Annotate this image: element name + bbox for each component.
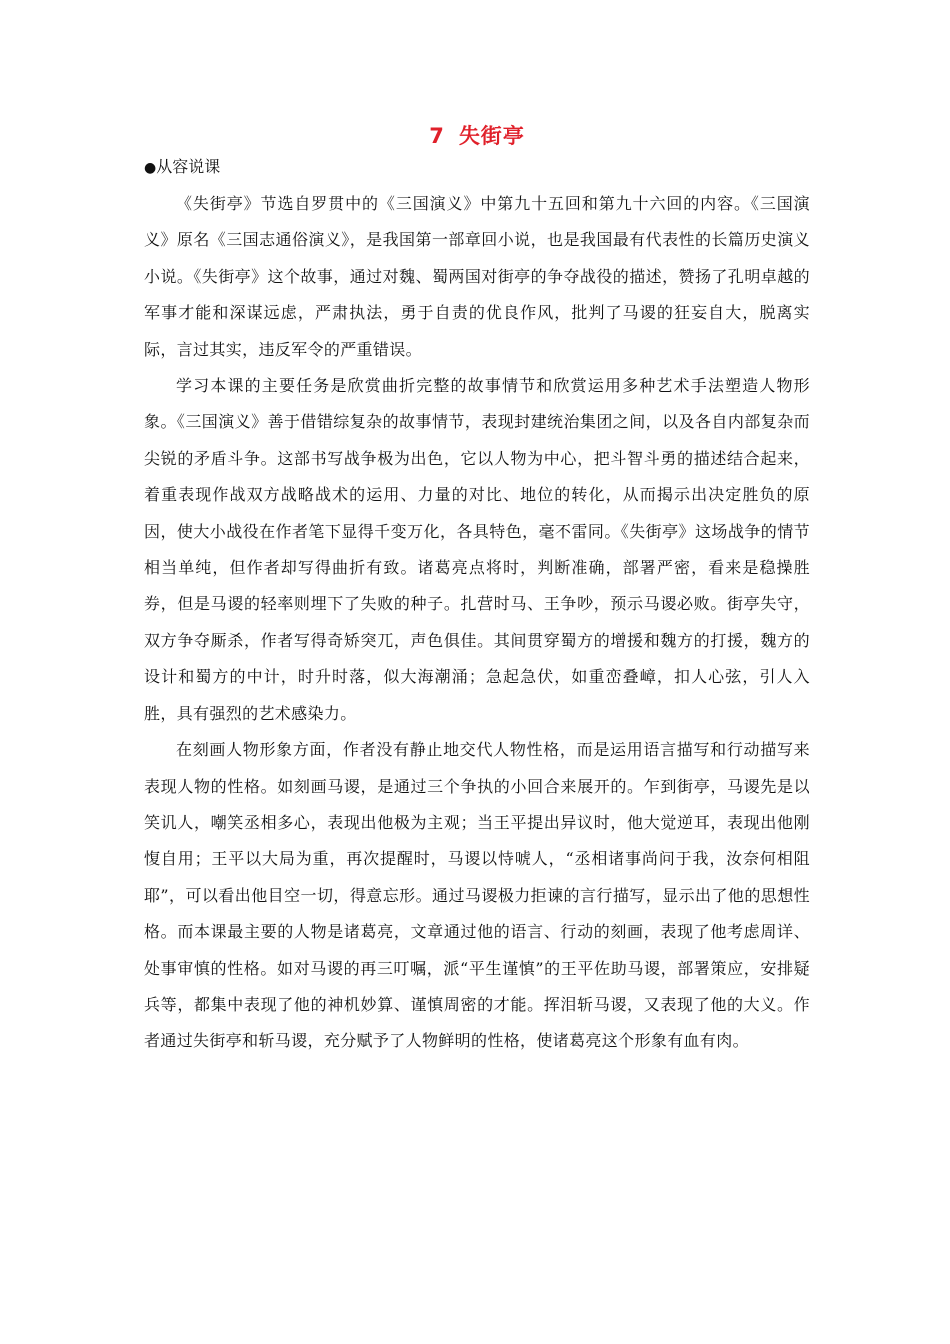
title-text: 失街亭 bbox=[458, 124, 525, 148]
bullet-icon: ● bbox=[144, 160, 157, 176]
paragraph-1: 《失街亭》节选自罗贯中的《三国演义》中第九十五回和第九十六回的内容。《三国演义》原名《三国志通俗演义》，是我国第一部章回小说，也是我国最有代表性的长篇历史演义小说。《失街亭》这个故事，通过对魏、蜀两国对街亭的争夺战役的描述，赞扬了孔明卓越的军事才能和深谋远虑，严肃执法，勇于自责的优良作风，批判了马谡的狂妄自大，脱离实际，言过其实，违反军令的严重错误。 bbox=[144, 194, 810, 359]
paragraph-3: 在刻画人物形象方面，作者没有静止地交代人物性格，而是运用语言描写和行动描写来表现人物的性格。如刻画马谡，是通过三个争执的小回合来展开的。乍到街亭，马谡先是以笑讥人，嘲笑丞相多心，表现出他极为主观；当王平提出异议时，他大觉逆耳，表现出他刚愎自用；王平以大局为重，再次提醒时，马谡以恃唬人，“丞相诸事尚问于我，汝奈何相阻耶”，可以看出他目空一切，得意忘形。通过马谡极力拒谏的言行描写，显示出了他的思想性格。而本课最主要的人物是诸葛亮，文章通过他的语言、行动的刻画，表现了他考虑周详、处事审慎的性格。如对马谡的再三叮嘱，派“平生谨慎”的王平佐助马谡，部署策应，安排疑兵等，都集中表现了他的神机妙算、谨慎周密的才能。挥泪斩马谡，又表现了他的大义。作者通过失街亭和斩马谡，充分赋予了人物鲜明的性格，使诸葛亮这个形象有血有肉。 bbox=[144, 740, 810, 1051]
section-heading bbox=[144, 154, 810, 180]
document-page bbox=[144, 118, 810, 1060]
section-title: 从容说课 bbox=[156, 157, 221, 176]
paragraph-2: 学习本课的主要任务是欣赏曲折完整的故事情节和欣赏运用多种艺术手法塑造人物形象。《三国演义》善于借错综复杂的故事情节，表现封建统治集团之间，以及各自内部复杂而尖锐的矛盾斗争。这部书写战争极为出色，它以人物为中心，把斗智斗勇的描述结合起来，着重表现作战双方战略战术的运用、力量的对比、地位的转化，从而揭示出决定胜负的原因，使大小战役在作者笔下显得千变万化，各具特色，毫不雷同。《失街亭》这场战争的情节相当单纯，但作者却写得曲折有致。诸葛亮点将时，判断准确，部署严密，看来是稳操胜券，但是马谡的轻率则埋下了失败的种子。扎营时马、王争吵，预示马谡必败。街亭失守，双方争夺厮杀，作者写得奇矫突兀，声色俱佳。其间贯穿蜀方的增援和魏方的打援，魏方的设计和蜀方的中计，时升时落，似大海潮涌；急起急伏，如重峦叠嶂，扣人心弦，引人入胜，具有强烈的艺术感染力。 bbox=[144, 376, 810, 723]
page-title bbox=[144, 118, 810, 154]
title-number: 7 bbox=[429, 124, 445, 148]
